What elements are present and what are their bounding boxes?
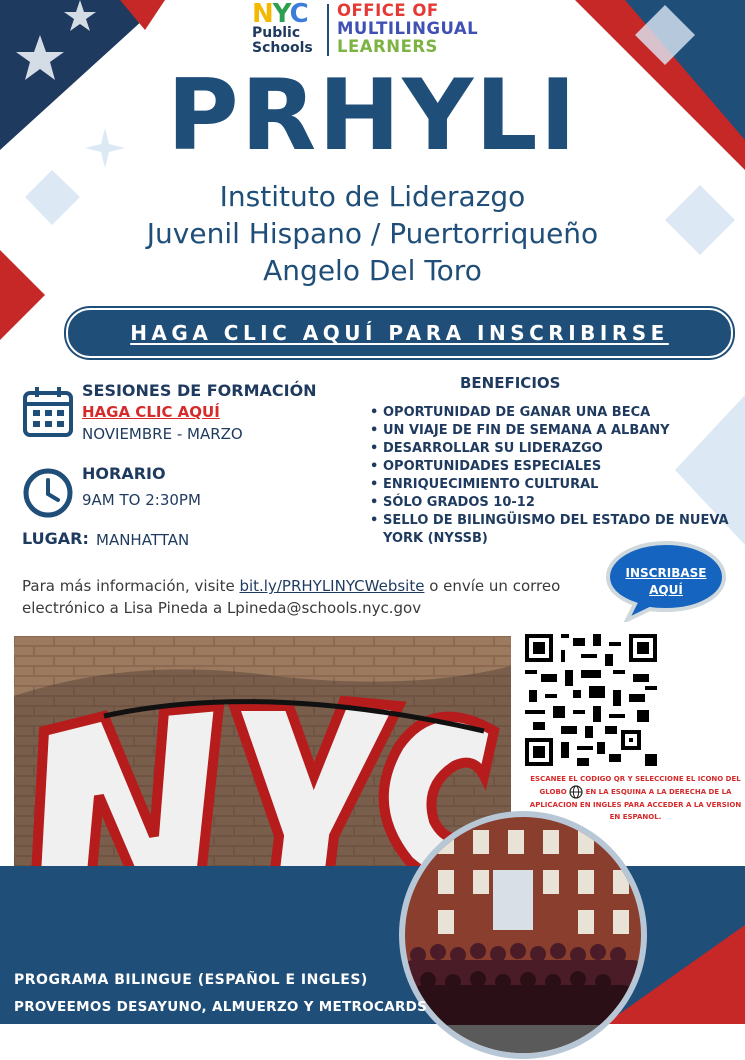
- register-bubble-label[interactable]: [612, 565, 720, 599]
- page-title: PRHYLI: [166, 59, 579, 173]
- location-label: LUGAR:: [22, 529, 89, 548]
- benefit-item: • UN VIAJE DE FIN DE SEMANA A ALBANY: [370, 422, 745, 440]
- nyc-public-schools-logo: [252, 2, 313, 56]
- benefit-item: • ENRIQUECIMIENTO CULTURAL: [370, 476, 745, 494]
- register-cta-button[interactable]: [66, 308, 733, 358]
- benefit-item: • SELLO DE BILINGÜISMO DEL ESTADO DE NUEVA YORK (NYSSB): [370, 512, 745, 548]
- logo-schools: Schools: [252, 40, 313, 56]
- office-line3: LEARNERS: [337, 37, 438, 56]
- benefit-item: • OPORTUNIDADES ESPECIALES: [370, 458, 745, 476]
- bubble-line2: AQUÍ: [649, 583, 683, 597]
- register-cta-label: HAGA CLIC AQUÍ PARA INSCRIBIRSE: [130, 321, 669, 345]
- office-line2: MULTILINGUAL: [337, 19, 479, 38]
- meals-metrocards-text: PROVEEMOS DESAYUNO, ALMUERZO Y METROCARDS: [14, 999, 428, 1015]
- sessions-dates: NOVIEMBRE - MARZO: [82, 425, 243, 443]
- group-photo: [398, 810, 648, 1060]
- logo-divider: [327, 4, 329, 56]
- benefit-item: • SÓLO GRADOS 10-12: [370, 494, 745, 512]
- info-prefix: Para más información, visite: [22, 577, 240, 595]
- bubble-line1: INSCRIBASE: [625, 566, 707, 580]
- qr-note-part1: ESCANEE EL CODIGO QR Y SELECCIONE EL ICONO DEL GLOBO: [530, 775, 741, 796]
- calendar-icon: [22, 386, 74, 438]
- sessions-title: SESIONES DE FORMACIÓN: [82, 381, 317, 400]
- qr-note-part2: EN LA ESQUINA A LA DERECHA DE LA APLICACION EN INGLES PARA ACCEDER A LA VERSION EN ESPANOL.: [529, 788, 742, 821]
- schedule-title: HORARIO: [82, 464, 166, 483]
- nyc-logo-word: NYC: [252, 0, 308, 29]
- logo-public: Public: [252, 25, 301, 41]
- subtitle-line3: Angelo Del Toro: [263, 254, 482, 287]
- clock-icon: [22, 467, 74, 519]
- website-link[interactable]: bit.ly/PRHYLINYCWebsite: [239, 577, 425, 595]
- office-multilingual-learners-logo: [337, 2, 478, 56]
- globe-icon: [569, 785, 583, 799]
- benefits-title: BENEFICIOS: [460, 374, 561, 392]
- office-line1: OFFICE OF: [337, 1, 439, 20]
- location-value: MANHATTAN: [96, 531, 190, 549]
- sessions-link[interactable]: HAGA CLIC AQUÍ: [82, 403, 220, 421]
- subtitle-line2: Juvenil Hispano / Puertorriqueño: [146, 217, 599, 250]
- contact-info: [22, 575, 582, 619]
- benefit-item: • OPORTUNIDAD DE GANAR UNA BECA: [370, 404, 745, 422]
- benefits-list: [370, 404, 745, 548]
- benefit-item: • DESARROLLAR SU LIDERAZGO: [370, 440, 745, 458]
- info-suffix: o envíe un correo electrónico a Lisa Pineda a Lpineda@schools.nyc.gov: [22, 577, 561, 617]
- subtitle-line1: Instituto de Liderazgo: [219, 180, 526, 213]
- qr-code-icon[interactable]: [525, 634, 657, 766]
- bilingual-program-text: PROGRAMA BILINGUE (ESPAÑOL E INGLES): [14, 972, 368, 988]
- schedule-time: 9AM TO 2:30PM: [82, 491, 201, 509]
- page-subtitle: [0, 178, 745, 289]
